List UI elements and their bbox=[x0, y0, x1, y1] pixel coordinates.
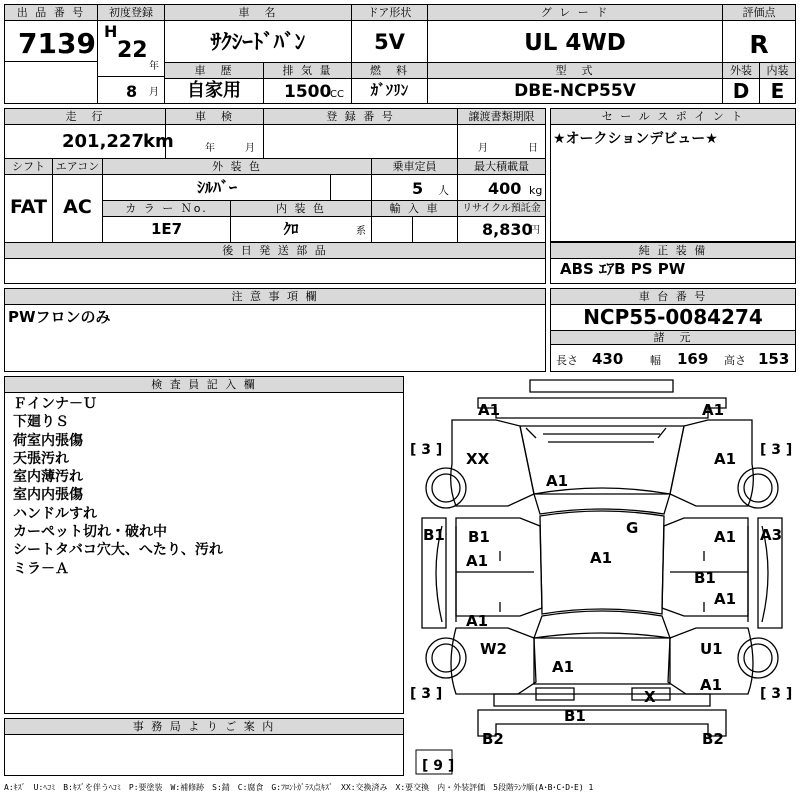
transfer-label: 譲渡書類期限 bbox=[458, 109, 545, 125]
ext-color: ｼﾙﾊﾞｰ bbox=[196, 178, 237, 197]
car-damage-diagram bbox=[408, 376, 796, 778]
history-label: 車 歴 bbox=[165, 63, 263, 79]
first-reg-year: 22 bbox=[117, 38, 148, 63]
later-parts-label: 後 日 発 送 部 品 bbox=[5, 243, 545, 259]
mark-front-bumper-l: A1 bbox=[478, 401, 501, 419]
car-name: ｻｸｼｰﾄﾞﾊﾞﾝ bbox=[210, 30, 306, 54]
inspection-label: 車 検 bbox=[166, 109, 263, 125]
mark-fender-fr: A1 bbox=[714, 450, 737, 468]
color-no: 1E7 bbox=[150, 220, 183, 238]
score-label: 評価点 bbox=[723, 5, 795, 21]
mileage-unit: km bbox=[143, 131, 174, 152]
mark-door-fr: A1 bbox=[714, 528, 737, 546]
recycle: 8,830 bbox=[482, 220, 533, 239]
recycle-unit: 円 bbox=[530, 225, 540, 236]
mark-door-fr-b: B1 bbox=[694, 569, 716, 587]
grade-label: グ レ ー ド bbox=[428, 5, 722, 21]
mark-roof-g: G bbox=[626, 519, 639, 537]
remark-item: 天張汚れ bbox=[13, 450, 69, 467]
remark-item: シートタバコ穴大、へたり、汚れ bbox=[13, 542, 223, 559]
equipment-label: 純 正 装 備 bbox=[551, 243, 795, 259]
transfer-month-unit: 月 bbox=[478, 143, 488, 154]
mileage: 201,227 bbox=[62, 131, 144, 152]
door-type: 5V bbox=[374, 30, 405, 54]
notes-text: PWフロンのみ bbox=[8, 308, 111, 326]
sales-point-box bbox=[550, 108, 796, 242]
inspection-year-unit: 年 bbox=[205, 143, 215, 154]
inspector-box bbox=[4, 376, 404, 714]
ext-color-label: 外 装 色 bbox=[103, 159, 371, 175]
mileage-label: 走 行 bbox=[5, 109, 165, 125]
length-label: 長さ bbox=[556, 354, 578, 367]
exterior-score: D bbox=[732, 79, 750, 103]
int-color-unit: 系 bbox=[356, 226, 366, 237]
capacity-label: 乗車定員 bbox=[372, 159, 457, 175]
mark-front-bumper-r: A1 bbox=[702, 401, 725, 419]
int-color-label: 内 装 色 bbox=[231, 201, 371, 217]
sales-point-text: ★オークションデビュー★ bbox=[553, 131, 718, 147]
remark-item: 室内薄汚れ bbox=[13, 469, 83, 486]
interior-label: 内装 bbox=[760, 63, 795, 79]
score: R bbox=[749, 30, 769, 59]
displacement-label: 排 気 量 bbox=[264, 63, 351, 79]
lot-no: 7139 bbox=[18, 27, 96, 60]
load: 400 bbox=[488, 179, 522, 198]
history: 自家用 bbox=[187, 80, 241, 101]
fuel-label: 燃 料 bbox=[352, 63, 427, 79]
model-label: 型 式 bbox=[428, 63, 722, 79]
mark-fender-rr: U1 bbox=[700, 640, 723, 658]
remark-item: 下廻りＳ bbox=[13, 414, 69, 431]
mark-rear-x: X bbox=[644, 688, 656, 706]
mark-door-fl-b: B1 bbox=[468, 528, 490, 546]
first-reg-era: H bbox=[104, 22, 118, 41]
remark-item: 室内内張傷 bbox=[13, 487, 83, 504]
remark-item: Ｆインナ－Ｕ bbox=[13, 396, 97, 412]
dims-label: 諸 元 bbox=[551, 331, 795, 345]
tire-fr-tread: [ 3 ] bbox=[760, 442, 793, 458]
mark-door-rl: A1 bbox=[466, 612, 489, 630]
color-no-label: カ ラ ー Ｎo. bbox=[103, 201, 230, 217]
equipment-text: ABS ｴｱB PS PW bbox=[560, 260, 686, 278]
tire-rl-tread: [ 3 ] bbox=[410, 686, 443, 702]
notes-label: 注 意 事 項 欄 bbox=[5, 289, 545, 305]
model: DBE-NCP55V bbox=[514, 81, 636, 101]
inspector-label: 検 査 員 記 入 欄 bbox=[5, 377, 403, 393]
door-label: ドア形状 bbox=[352, 5, 427, 21]
capacity-unit: 人 bbox=[438, 184, 449, 197]
mark-door-rr: A1 bbox=[714, 590, 737, 608]
load-label: 最大積載量 bbox=[458, 159, 545, 175]
capacity: 5 bbox=[412, 179, 424, 198]
recycle-label: リサイクル預託金 bbox=[458, 201, 545, 217]
remark-item: 荷室内張傷 bbox=[13, 432, 83, 449]
legend: A:ｷｽﾞ U:ﾍｺﾐ B:ｷｽﾞを伴うﾍｺﾐ P:要塗装 W:補修跡 S:錆 C:腐食 G:ﾌﾛﾝﾄｶﾞﾗｽ点ｷｽﾞ XX:交換済み X:要交換 内・外装評価 5段階ﾗﾝｸ順(A･B･C･D･E) 1 bbox=[4, 783, 594, 792]
reg-no-label: 登 録 番 号 bbox=[264, 109, 457, 125]
office-box bbox=[4, 718, 404, 776]
displacement: 1500 bbox=[284, 82, 332, 102]
inspection-month-unit: 月 bbox=[245, 143, 255, 154]
chassis-number: NCP55-0084274 bbox=[583, 305, 763, 329]
mark-rear-bumper: B1 bbox=[564, 707, 586, 725]
import-label: 輸 入 車 bbox=[372, 201, 457, 217]
office-label: 事 務 局 よ り ご 案 内 bbox=[5, 719, 403, 735]
month-unit: 月 bbox=[149, 87, 159, 98]
width-label: 幅 bbox=[650, 354, 661, 367]
first-reg-month: 8 bbox=[126, 82, 138, 101]
mark-rear-r: A1 bbox=[700, 676, 723, 694]
mark-pillar-l: B1 bbox=[423, 526, 445, 544]
load-unit: kg bbox=[529, 184, 543, 197]
exterior-label: 外装 bbox=[723, 63, 759, 79]
length: 430 bbox=[592, 350, 624, 368]
fuel: ｶﾞｿﾘﾝ bbox=[370, 81, 409, 99]
width: 169 bbox=[677, 350, 709, 368]
car-name-label: 車 名 bbox=[165, 5, 351, 21]
mark-pillar-r: A3 bbox=[760, 526, 783, 544]
shift-label: シフト bbox=[5, 159, 52, 175]
mark-trunk: A1 bbox=[552, 658, 575, 676]
mark-fender-fl: XX bbox=[466, 450, 490, 468]
first-reg-label: 初度登録 bbox=[98, 5, 164, 21]
grade: UL 4WD bbox=[524, 30, 626, 56]
year-unit: 年 bbox=[149, 61, 159, 72]
tire-fl-tread: [ 3 ] bbox=[410, 442, 443, 458]
interior-score: E bbox=[770, 79, 785, 103]
height: 153 bbox=[758, 350, 790, 368]
spare-tire-tread: [ 9 ] bbox=[422, 758, 455, 774]
ac-label: エアコン bbox=[53, 159, 102, 175]
ac: AC bbox=[63, 196, 92, 218]
transfer-day-unit: 日 bbox=[528, 143, 538, 154]
int-color: ｸﾛ bbox=[283, 220, 299, 238]
mark-door-fl-a: A1 bbox=[466, 552, 489, 570]
chassis-label: 車 台 番 号 bbox=[551, 289, 795, 305]
mark-fender-rl: W2 bbox=[480, 640, 507, 658]
displacement-unit: CC bbox=[330, 89, 344, 100]
sales-point-label: セ ー ル ス ポ イ ン ト bbox=[551, 109, 795, 125]
tire-rr-tread: [ 3 ] bbox=[760, 686, 793, 702]
mark-hood: A1 bbox=[546, 472, 569, 490]
mark-rear-bumper-r: B2 bbox=[702, 730, 724, 748]
height-label: 高さ bbox=[724, 354, 746, 367]
remark-item: ミラ－Ａ bbox=[13, 560, 69, 577]
shift: FAT bbox=[10, 196, 47, 218]
inspector-remarks bbox=[13, 395, 223, 578]
remark-item: カーペット切れ・破れ中 bbox=[13, 524, 167, 541]
mark-rear-bumper-l: B2 bbox=[482, 730, 504, 748]
mark-roof: A1 bbox=[590, 549, 613, 567]
remark-item: ハンドルすれ bbox=[13, 505, 97, 522]
lot-no-label: 出 品 番 号 bbox=[5, 5, 97, 21]
